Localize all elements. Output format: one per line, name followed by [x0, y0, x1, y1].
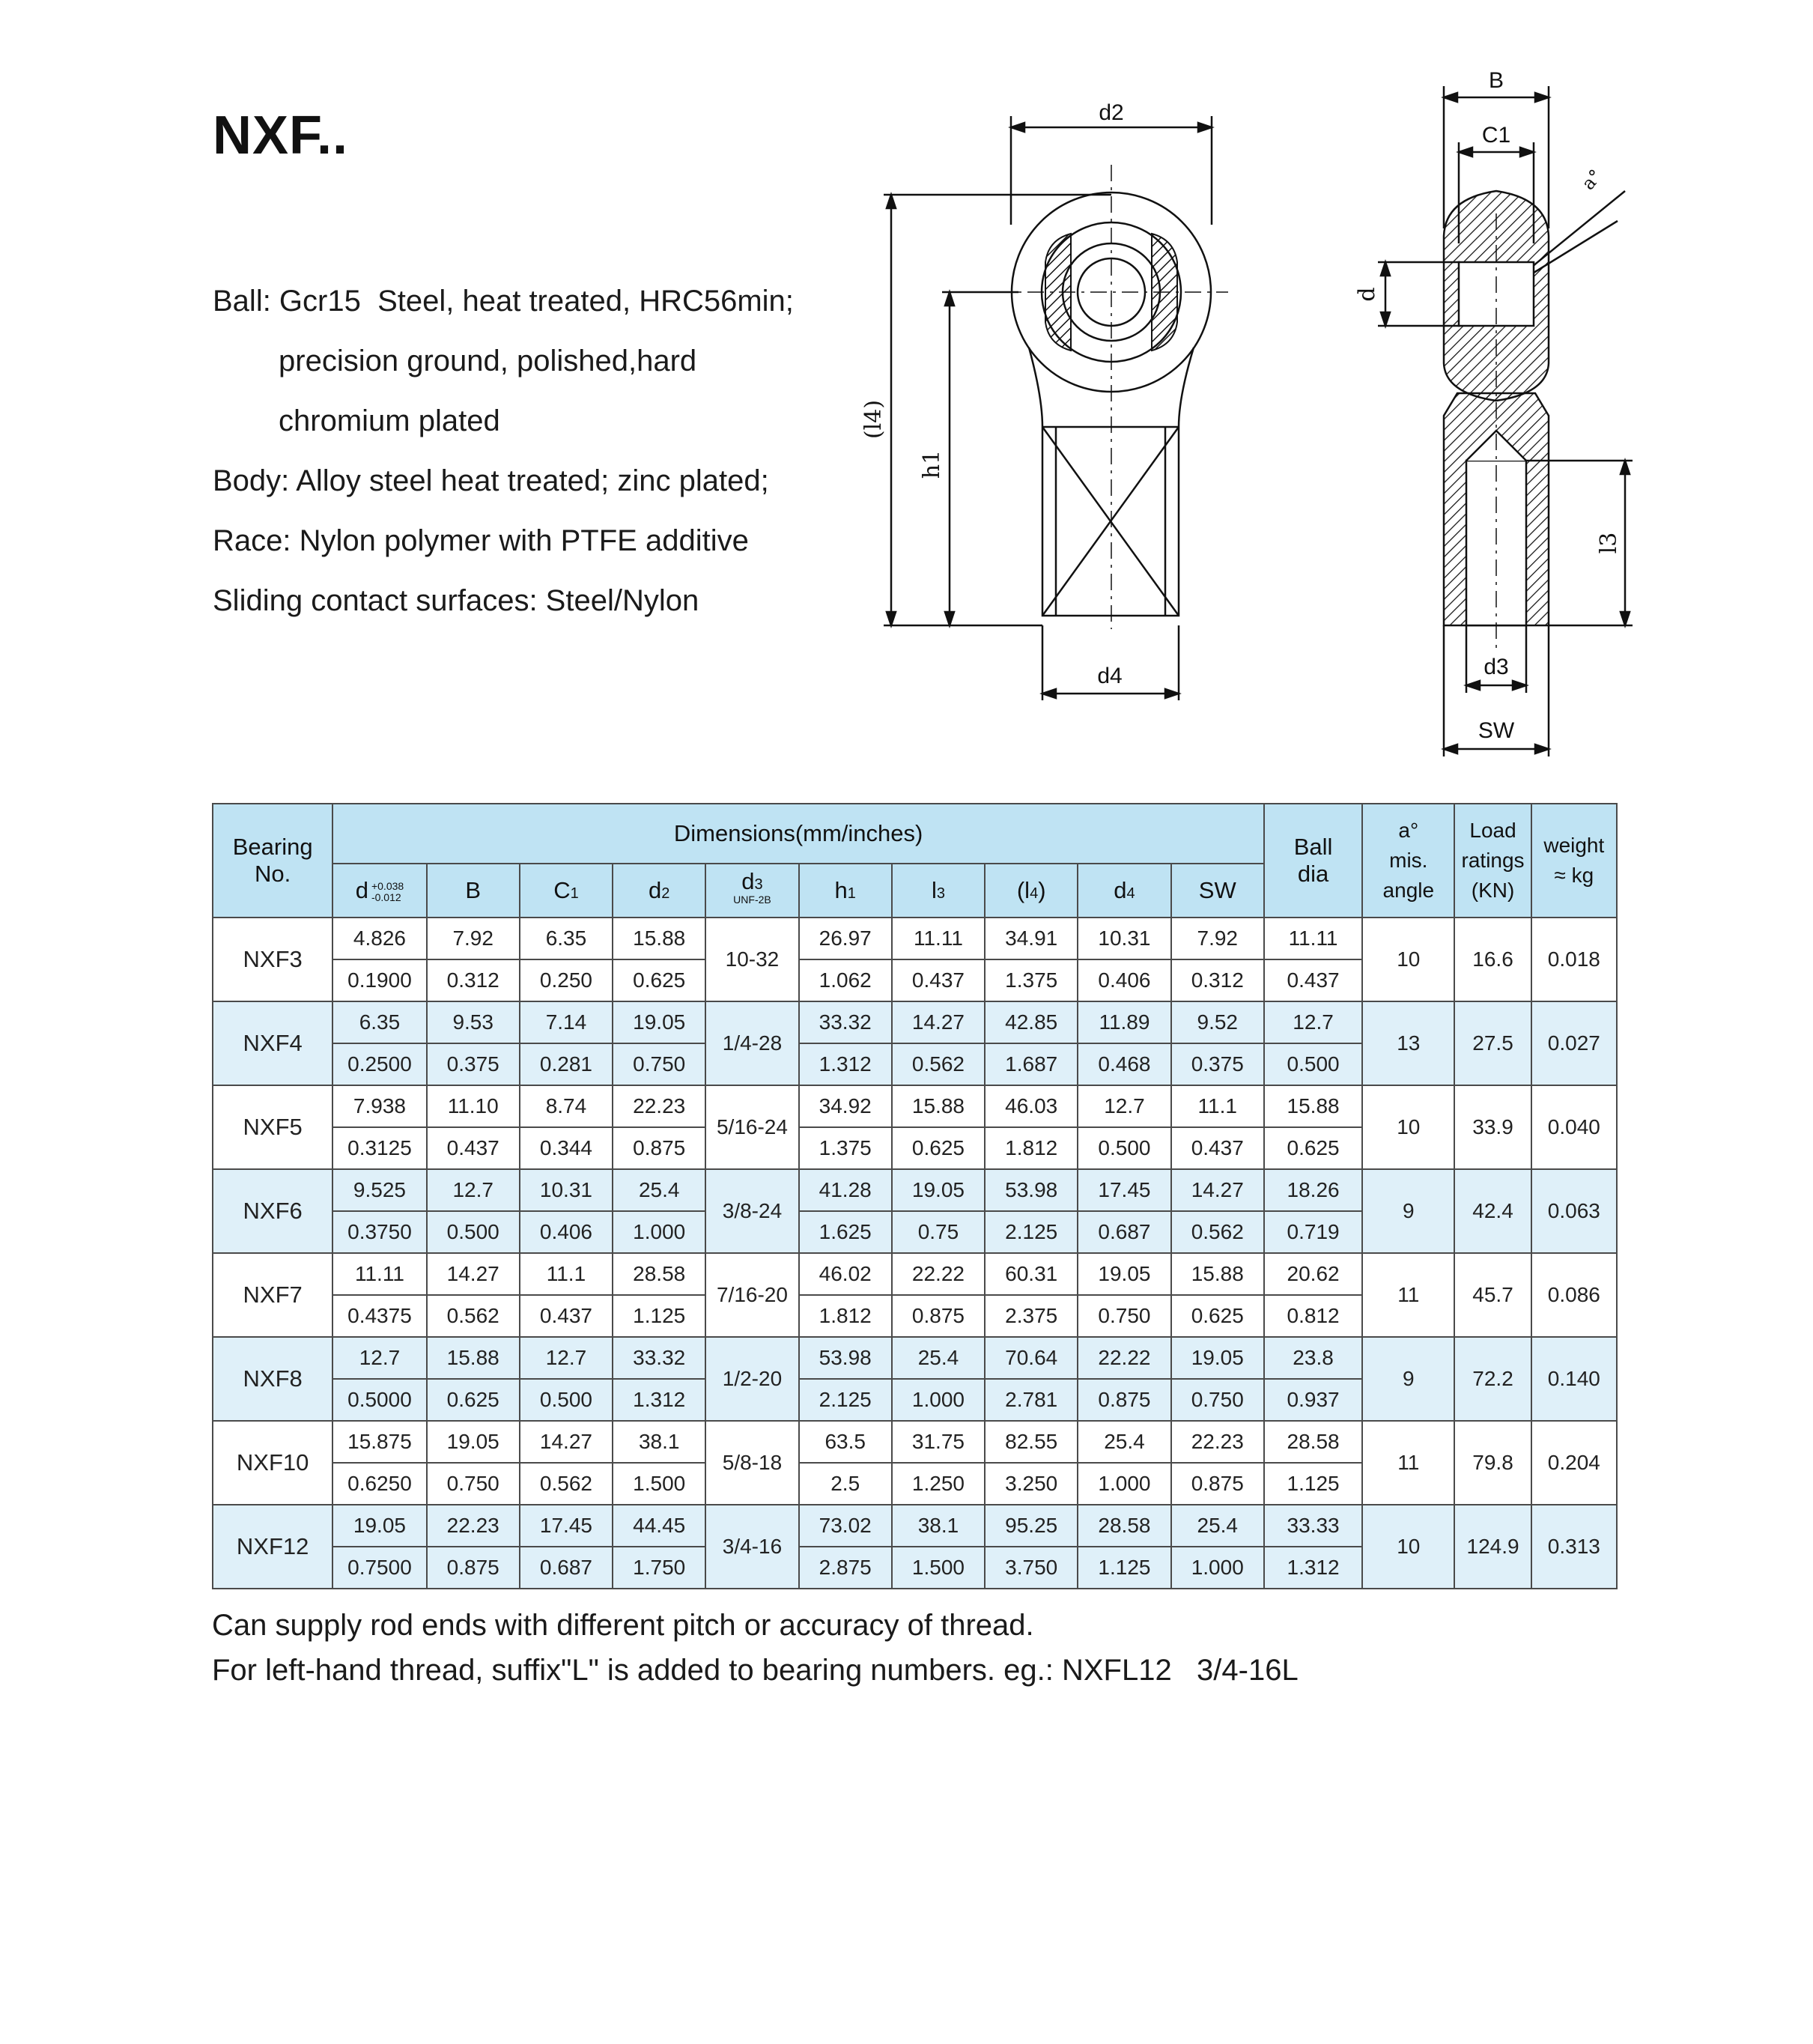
cell-h1-mm: 41.28	[799, 1169, 892, 1211]
header-bearing-no: Bearing No.	[213, 804, 332, 918]
cell-d-inch: 0.1900	[332, 959, 426, 1001]
cell-d2-mm: 38.1	[613, 1421, 705, 1463]
cell-weight: 0.063	[1531, 1169, 1617, 1253]
cell-B-mm: 11.10	[427, 1085, 520, 1127]
cell-ball-dia-mm: 23.8	[1264, 1337, 1362, 1379]
cell-d-mm: 6.35	[332, 1001, 426, 1043]
cell-angle: 11	[1362, 1421, 1454, 1505]
cell-C1-inch: 0.500	[520, 1379, 613, 1421]
cell-l4-mm: 95.25	[985, 1505, 1078, 1547]
label-l3: l3	[1596, 532, 1622, 554]
cell-angle: 9	[1362, 1337, 1454, 1421]
cell-d-mm: 15.875	[332, 1421, 426, 1463]
cell-d4-inch: 1.000	[1078, 1463, 1170, 1505]
cell-load: 16.6	[1454, 918, 1531, 1001]
specification-table	[212, 803, 1618, 1589]
cell-l4-mm: 82.55	[985, 1421, 1078, 1463]
table-row	[213, 918, 1617, 959]
spec-race: Race: Nylon polymer with PTFE additive	[213, 524, 749, 557]
spec-ball-cont-2: chromium plated	[279, 404, 500, 437]
cell-B-inch: 0.312	[427, 959, 520, 1001]
header-d2: d2	[613, 864, 705, 918]
cell-ball-dia-inch: 0.812	[1264, 1295, 1362, 1337]
cell-d4-inch: 0.687	[1078, 1211, 1170, 1253]
cell-d2-mm: 15.88	[613, 918, 705, 959]
cell-d2-inch: 1.500	[613, 1463, 705, 1505]
table-row	[213, 1421, 1617, 1463]
cell-SW-mm: 15.88	[1171, 1253, 1264, 1295]
cell-weight: 0.140	[1531, 1337, 1617, 1421]
cell-h1-inch: 2.875	[799, 1547, 892, 1589]
cell-l3-mm: 19.05	[892, 1169, 985, 1211]
cell-bearing-no: NXF7	[213, 1253, 332, 1337]
cell-l4-inch: 3.750	[985, 1547, 1078, 1589]
note-pitch: Can supply rod ends with different pitch or accuracy of thread.	[212, 1609, 1034, 1642]
cell-d4-mm: 25.4	[1078, 1421, 1170, 1463]
label-B: B	[1488, 68, 1504, 93]
cell-l3-mm: 22.22	[892, 1253, 985, 1295]
cell-d-inch: 0.3750	[332, 1211, 426, 1253]
cell-l4-mm: 42.85	[985, 1001, 1078, 1043]
cell-d3-thread: 1/2-20	[705, 1337, 798, 1421]
cell-weight: 0.040	[1531, 1085, 1617, 1169]
cell-h1-inch: 1.375	[799, 1127, 892, 1169]
cell-load: 79.8	[1454, 1421, 1531, 1505]
cell-d4-inch: 0.406	[1078, 959, 1170, 1001]
cell-B-mm: 7.92	[427, 918, 520, 959]
cell-d4-mm: 19.05	[1078, 1253, 1170, 1295]
label-d2: d2	[1099, 100, 1124, 125]
cell-d-mm: 19.05	[332, 1505, 426, 1547]
cell-h1-mm: 46.02	[799, 1253, 892, 1295]
cell-d-inch: 0.3125	[332, 1127, 426, 1169]
cell-l3-inch: 1.500	[892, 1547, 985, 1589]
cell-d-mm: 11.11	[332, 1253, 426, 1295]
cell-d4-inch: 0.875	[1078, 1379, 1170, 1421]
cell-angle: 13	[1362, 1001, 1454, 1085]
cell-l4-mm: 53.98	[985, 1169, 1078, 1211]
cell-d2-inch: 1.750	[613, 1547, 705, 1589]
cell-d2-inch: 0.875	[613, 1127, 705, 1169]
cell-SW-mm: 9.52	[1171, 1001, 1264, 1043]
cell-d-inch: 0.7500	[332, 1547, 426, 1589]
cell-C1-inch: 0.250	[520, 959, 613, 1001]
cell-SW-mm: 14.27	[1171, 1169, 1264, 1211]
cell-load: 27.5	[1454, 1001, 1531, 1085]
cell-B-mm: 22.23	[427, 1505, 520, 1547]
cell-ball-dia-mm: 20.62	[1264, 1253, 1362, 1295]
cell-l3-mm: 11.11	[892, 918, 985, 959]
cell-ball-dia-inch: 0.719	[1264, 1211, 1362, 1253]
cell-d2-inch: 1.312	[613, 1379, 705, 1421]
header-h1: h1	[799, 864, 892, 918]
cell-d4-mm: 10.31	[1078, 918, 1170, 959]
label-l4: (l4)	[860, 399, 887, 440]
header-l4: (l4)	[985, 864, 1078, 918]
cell-d2-mm: 22.23	[613, 1085, 705, 1127]
cell-l4-inch: 1.375	[985, 959, 1078, 1001]
header-d3: d3 UNF-2B	[705, 864, 798, 918]
header-dimensions: Dimensions(mm/inches)	[332, 804, 1264, 864]
cell-d3-thread: 1/4-28	[705, 1001, 798, 1085]
cell-weight: 0.027	[1531, 1001, 1617, 1085]
cell-bearing-no: NXF8	[213, 1337, 332, 1421]
spec-sliding: Sliding contact surfaces: Steel/Nylon	[213, 584, 699, 617]
cell-d-inch: 0.5000	[332, 1379, 426, 1421]
cell-C1-inch: 0.406	[520, 1211, 613, 1253]
cell-bearing-no: NXF3	[213, 918, 332, 1001]
cell-l3-inch: 1.250	[892, 1463, 985, 1505]
header-B: B	[427, 864, 520, 918]
cell-C1-inch: 0.281	[520, 1043, 613, 1085]
cell-angle: 10	[1362, 918, 1454, 1001]
cell-ball-dia-inch: 0.937	[1264, 1379, 1362, 1421]
cell-l3-inch: 0.625	[892, 1127, 985, 1169]
table-row	[213, 1001, 1617, 1043]
cell-d3-thread: 5/8-18	[705, 1421, 798, 1505]
cell-C1-mm: 17.45	[520, 1505, 613, 1547]
cell-B-mm: 9.53	[427, 1001, 520, 1043]
cell-d-mm: 4.826	[332, 918, 426, 959]
cell-d3-thread: 10-32	[705, 918, 798, 1001]
cell-d2-inch: 0.750	[613, 1043, 705, 1085]
cell-h1-inch: 1.062	[799, 959, 892, 1001]
cell-h1-inch: 1.812	[799, 1295, 892, 1337]
cell-h1-inch: 2.5	[799, 1463, 892, 1505]
page-title: NXF..	[213, 106, 349, 166]
cell-load: 45.7	[1454, 1253, 1531, 1337]
table-row	[213, 1505, 1617, 1547]
cell-ball-dia-mm: 11.11	[1264, 918, 1362, 959]
cell-l4-mm: 60.31	[985, 1253, 1078, 1295]
cell-SW-mm: 22.23	[1171, 1421, 1264, 1463]
table-row	[213, 1169, 1617, 1211]
cell-load: 72.2	[1454, 1337, 1531, 1421]
label-C1: C1	[1481, 123, 1511, 148]
cell-d2-mm: 19.05	[613, 1001, 705, 1043]
label-d3: d3	[1483, 655, 1509, 679]
cell-bearing-no: NXF12	[213, 1505, 332, 1589]
cell-B-mm: 14.27	[427, 1253, 520, 1295]
cell-l3-mm: 25.4	[892, 1337, 985, 1379]
cell-l4-inch: 3.250	[985, 1463, 1078, 1505]
header-d4: d4	[1078, 864, 1170, 918]
cell-l4-mm: 34.91	[985, 918, 1078, 959]
table-row	[213, 1253, 1617, 1295]
cell-load: 124.9	[1454, 1505, 1531, 1589]
cell-d2-inch: 1.125	[613, 1295, 705, 1337]
cell-B-inch: 0.500	[427, 1211, 520, 1253]
note-left-hand: For left-hand thread, suffix"L" is added to bearing numbers. eg.: NXFL12 3/4-16L	[212, 1654, 1299, 1687]
cell-load: 33.9	[1454, 1085, 1531, 1169]
cell-l3-inch: 0.75	[892, 1211, 985, 1253]
cell-l3-inch: 0.562	[892, 1043, 985, 1085]
cell-l4-inch: 1.687	[985, 1043, 1078, 1085]
cell-d4-inch: 1.125	[1078, 1547, 1170, 1589]
cell-d4-mm: 11.89	[1078, 1001, 1170, 1043]
cell-B-inch: 0.875	[427, 1547, 520, 1589]
cell-angle: 11	[1362, 1253, 1454, 1337]
cell-ball-dia-inch: 1.125	[1264, 1463, 1362, 1505]
cell-B-inch: 0.625	[427, 1379, 520, 1421]
cell-B-inch: 0.750	[427, 1463, 520, 1505]
table-row	[213, 1085, 1617, 1127]
cell-d2-mm: 33.32	[613, 1337, 705, 1379]
cell-C1-mm: 6.35	[520, 918, 613, 959]
cell-h1-mm: 33.32	[799, 1001, 892, 1043]
cell-d4-mm: 17.45	[1078, 1169, 1170, 1211]
header-weight: weight ≈ kg	[1531, 804, 1617, 918]
cell-C1-mm: 12.7	[520, 1337, 613, 1379]
cell-B-mm: 12.7	[427, 1169, 520, 1211]
cell-C1-inch: 0.562	[520, 1463, 613, 1505]
spec-ball-cont-1: precision ground, polished,hard	[279, 345, 697, 377]
header-load: Load ratings (KN)	[1454, 804, 1531, 918]
header-SW: SW	[1171, 864, 1264, 918]
label-d: d	[1354, 287, 1380, 302]
cell-C1-inch: 0.687	[520, 1547, 613, 1589]
cell-l4-inch: 1.812	[985, 1127, 1078, 1169]
cell-SW-inch: 0.625	[1171, 1295, 1264, 1337]
cell-B-mm: 15.88	[427, 1337, 520, 1379]
cell-C1-mm: 11.1	[520, 1253, 613, 1295]
cell-l3-mm: 38.1	[892, 1505, 985, 1547]
cell-l4-mm: 46.03	[985, 1085, 1078, 1127]
cell-ball-dia-mm: 15.88	[1264, 1085, 1362, 1127]
cell-d4-inch: 0.750	[1078, 1295, 1170, 1337]
cell-load: 42.4	[1454, 1169, 1531, 1253]
cell-SW-mm: 7.92	[1171, 918, 1264, 959]
cell-weight: 0.018	[1531, 918, 1617, 1001]
cell-SW-inch: 0.437	[1171, 1127, 1264, 1169]
spec-body: Body: Alloy steel heat treated; zinc plated;	[213, 464, 769, 497]
cell-d2-inch: 0.625	[613, 959, 705, 1001]
cell-ball-dia-inch: 0.437	[1264, 959, 1362, 1001]
cell-C1-inch: 0.437	[520, 1295, 613, 1337]
header-d: d +0.038 -0.012	[332, 864, 426, 918]
cell-B-inch: 0.562	[427, 1295, 520, 1337]
cell-h1-mm: 34.92	[799, 1085, 892, 1127]
cell-C1-inch: 0.344	[520, 1127, 613, 1169]
cell-C1-mm: 14.27	[520, 1421, 613, 1463]
cell-d3-thread: 7/16-20	[705, 1253, 798, 1337]
cell-weight: 0.086	[1531, 1253, 1617, 1337]
cell-l4-inch: 2.781	[985, 1379, 1078, 1421]
cell-d-mm: 9.525	[332, 1169, 426, 1211]
cell-h1-mm: 53.98	[799, 1337, 892, 1379]
cell-C1-mm: 7.14	[520, 1001, 613, 1043]
cell-d3-thread: 3/8-24	[705, 1169, 798, 1253]
cell-ball-dia-inch: 1.312	[1264, 1547, 1362, 1589]
cell-bearing-no: NXF4	[213, 1001, 332, 1085]
cell-h1-mm: 26.97	[799, 918, 892, 959]
cell-SW-mm: 11.1	[1171, 1085, 1264, 1127]
cell-angle: 9	[1362, 1169, 1454, 1253]
cell-l4-inch: 2.125	[985, 1211, 1078, 1253]
header-C1: C1	[520, 864, 613, 918]
cell-ball-dia-inch: 0.500	[1264, 1043, 1362, 1085]
cell-h1-inch: 1.625	[799, 1211, 892, 1253]
cell-SW-mm: 19.05	[1171, 1337, 1264, 1379]
cell-d4-inch: 0.468	[1078, 1043, 1170, 1085]
cell-l3-inch: 1.000	[892, 1379, 985, 1421]
cell-d-mm: 7.938	[332, 1085, 426, 1127]
label-h1: h1	[919, 449, 945, 479]
table-row	[213, 1337, 1617, 1379]
cell-d2-mm: 28.58	[613, 1253, 705, 1295]
cell-d2-mm: 44.45	[613, 1505, 705, 1547]
cell-l3-mm: 31.75	[892, 1421, 985, 1463]
cell-angle: 10	[1362, 1085, 1454, 1169]
cell-d2-mm: 25.4	[613, 1169, 705, 1211]
cell-B-inch: 0.437	[427, 1127, 520, 1169]
cell-h1-mm: 63.5	[799, 1421, 892, 1463]
cell-l3-inch: 0.875	[892, 1295, 985, 1337]
cell-SW-inch: 0.375	[1171, 1043, 1264, 1085]
cell-d4-inch: 0.500	[1078, 1127, 1170, 1169]
cell-ball-dia-mm: 28.58	[1264, 1421, 1362, 1463]
label-d4: d4	[1097, 664, 1123, 688]
cell-SW-inch: 0.750	[1171, 1379, 1264, 1421]
cell-weight: 0.204	[1531, 1421, 1617, 1505]
cell-d-inch: 0.6250	[332, 1463, 426, 1505]
spec-ball: Ball: Gcr15 Steel, heat treated, HRC56min;	[213, 285, 794, 318]
cell-h1-inch: 2.125	[799, 1379, 892, 1421]
cell-d-inch: 0.2500	[332, 1043, 426, 1085]
cell-ball-dia-mm: 12.7	[1264, 1001, 1362, 1043]
cell-d3-thread: 5/16-24	[705, 1085, 798, 1169]
cell-d4-mm: 22.22	[1078, 1337, 1170, 1379]
cell-l4-inch: 2.375	[985, 1295, 1078, 1337]
cell-SW-inch: 0.875	[1171, 1463, 1264, 1505]
cell-bearing-no: NXF6	[213, 1169, 332, 1253]
header-l3: l3	[892, 864, 985, 918]
cell-bearing-no: NXF5	[213, 1085, 332, 1169]
cell-d-mm: 12.7	[332, 1337, 426, 1379]
cell-C1-mm: 8.74	[520, 1085, 613, 1127]
table-body	[213, 918, 1617, 1589]
cell-d-inch: 0.4375	[332, 1295, 426, 1337]
cell-ball-dia-mm: 33.33	[1264, 1505, 1362, 1547]
side-view-drawing	[1333, 64, 1648, 768]
cell-ball-dia-inch: 0.625	[1264, 1127, 1362, 1169]
header-ball-dia: Ball dia	[1264, 804, 1362, 918]
cell-l3-inch: 0.437	[892, 959, 985, 1001]
cell-l3-mm: 14.27	[892, 1001, 985, 1043]
cell-h1-mm: 73.02	[799, 1505, 892, 1547]
cell-bearing-no: NXF10	[213, 1421, 332, 1505]
cell-d4-mm: 12.7	[1078, 1085, 1170, 1127]
cell-l3-mm: 15.88	[892, 1085, 985, 1127]
cell-l4-mm: 70.64	[985, 1337, 1078, 1379]
front-view-drawing	[846, 75, 1266, 749]
cell-B-inch: 0.375	[427, 1043, 520, 1085]
cell-d2-inch: 1.000	[613, 1211, 705, 1253]
label-SW: SW	[1478, 718, 1515, 743]
cell-d4-mm: 28.58	[1078, 1505, 1170, 1547]
cell-angle: 10	[1362, 1505, 1454, 1589]
cell-ball-dia-mm: 18.26	[1264, 1169, 1362, 1211]
cell-B-mm: 19.05	[427, 1421, 520, 1463]
cell-weight: 0.313	[1531, 1505, 1617, 1589]
cell-SW-inch: 1.000	[1171, 1547, 1264, 1589]
label-angle: a°	[1577, 165, 1607, 194]
cell-SW-inch: 0.562	[1171, 1211, 1264, 1253]
header-angle: a° mis. angle	[1362, 804, 1454, 918]
cell-SW-mm: 25.4	[1171, 1505, 1264, 1547]
cell-d3-thread: 3/4-16	[705, 1505, 798, 1589]
cell-C1-mm: 10.31	[520, 1169, 613, 1211]
cell-h1-inch: 1.312	[799, 1043, 892, 1085]
cell-SW-inch: 0.312	[1171, 959, 1264, 1001]
